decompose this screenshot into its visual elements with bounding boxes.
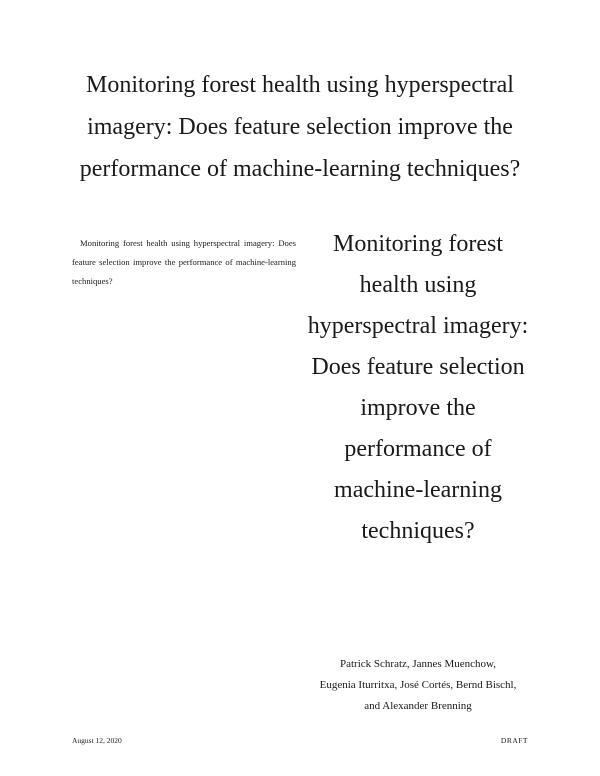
author-line: Eugenia Iturritxa, José Cortés, Bernd Bischl, <box>319 679 517 691</box>
footer-date: August 12, 2020 <box>72 736 122 745</box>
column-title-line: Monitoring forest <box>333 231 503 257</box>
column-title-line: machine-learning <box>334 477 502 503</box>
author-line: Patrick Schratz, Jannes Muenchow, <box>340 658 496 670</box>
main-title-line: imagery: Does feature selection improve the <box>87 114 513 140</box>
column-title-line: Does feature selection <box>311 354 525 380</box>
column-title-line: performance of <box>344 436 492 462</box>
draft-label: DRAFT <box>500 736 528 745</box>
column-title-line: techniques? <box>361 518 475 544</box>
main-title-line: performance of machine-learning techniques? <box>79 156 521 182</box>
column-title-line: hyperspectral imagery: <box>307 313 529 339</box>
author-list <box>300 654 536 717</box>
column-title-line: improve the <box>360 395 476 421</box>
running-title: Monitoring forest health using hyperspectral imagery: Does feature selection improve the performance of machine-learning techniques? <box>72 238 296 286</box>
column-title-line: health using <box>359 272 477 298</box>
main-title <box>50 64 550 190</box>
author-line: and Alexander Brenning <box>364 700 472 712</box>
column-title <box>300 224 536 552</box>
main-title-line: Monitoring forest health using hyperspectral <box>86 72 514 98</box>
